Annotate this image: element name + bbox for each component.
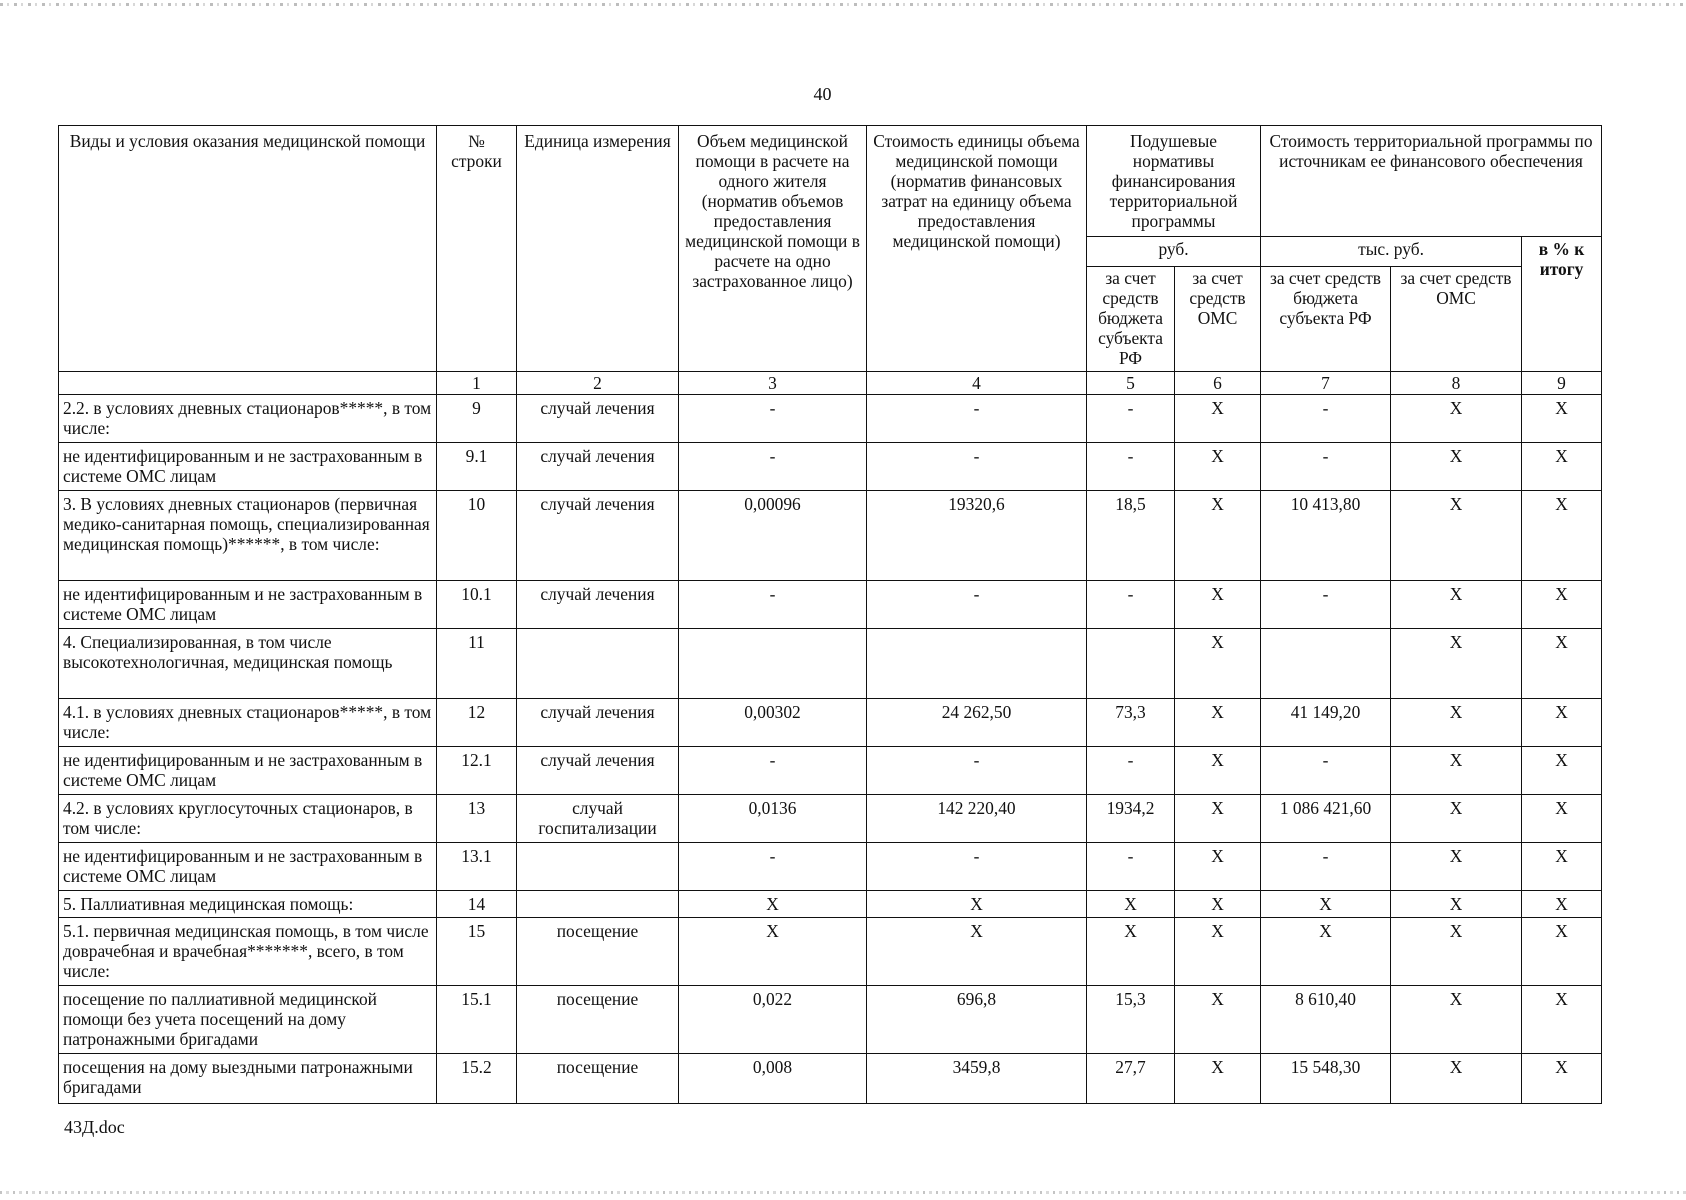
row-volume: - <box>679 843 867 891</box>
header-percapita-group: Подушевые нормативы финансирования территориальной программы <box>1087 126 1261 237</box>
footer-filename: 43Д.doc <box>64 1117 125 1137</box>
row-volume: - <box>679 395 867 443</box>
column-number: 6 <box>1175 372 1261 395</box>
row-number: 15.2 <box>437 1054 517 1104</box>
column-number: 7 <box>1261 372 1391 395</box>
row-oms-rub: X <box>1175 795 1261 843</box>
row-oms-thous: X <box>1391 443 1522 491</box>
row-percent: X <box>1522 699 1602 747</box>
table-row <box>59 891 1602 918</box>
row-unit-cost: - <box>867 395 1087 443</box>
row-name: 2.2. в условиях дневных стационаров*****, в том числе: <box>59 395 437 443</box>
table-row <box>59 1054 1602 1104</box>
row-budget-rub: - <box>1087 395 1175 443</box>
header-row-1 <box>59 126 1602 237</box>
row-volume: - <box>679 443 867 491</box>
scan-edge-bottom <box>0 1191 1686 1194</box>
table-row <box>59 843 1602 891</box>
row-unit-cost <box>867 629 1087 699</box>
row-number: 14 <box>437 891 517 918</box>
row-percent: X <box>1522 986 1602 1054</box>
row-unit: посещение <box>517 1054 679 1104</box>
row-oms-thous: X <box>1391 843 1522 891</box>
header-rub: руб. <box>1087 237 1261 267</box>
row-oms-thous: X <box>1391 918 1522 986</box>
row-volume: - <box>679 747 867 795</box>
row-budget-thous: - <box>1261 843 1391 891</box>
row-name: 5. Паллиативная медицинская помощь: <box>59 891 437 918</box>
row-oms-thous: X <box>1391 891 1522 918</box>
row-oms-thous: X <box>1391 747 1522 795</box>
row-oms-rub: X <box>1175 1054 1261 1104</box>
row-budget-rub: 73,3 <box>1087 699 1175 747</box>
row-number: 10 <box>437 491 517 581</box>
row-number: 9 <box>437 395 517 443</box>
row-budget-rub: 27,7 <box>1087 1054 1175 1104</box>
row-name: 4.2. в условиях круглосуточных стационаров, в том числе: <box>59 795 437 843</box>
row-unit-cost: 24 262,50 <box>867 699 1087 747</box>
row-name: не идентифицированным и не застрахованным в системе ОМС лицам <box>59 581 437 629</box>
row-oms-rub: X <box>1175 395 1261 443</box>
row-name: 3. В условиях дневных стационаров (первичная медико-санитарная помощь, специализированная медицинская помощь)******, в том числе: <box>59 491 437 581</box>
row-budget-thous: - <box>1261 581 1391 629</box>
row-name: 4. Специализированная, в том числе высокотехнологичная, медицинская помощь <box>59 629 437 699</box>
table-row <box>59 986 1602 1054</box>
row-volume: 0,0136 <box>679 795 867 843</box>
row-unit-cost: X <box>867 918 1087 986</box>
row-unit-cost: 696,8 <box>867 986 1087 1054</box>
table-row <box>59 581 1602 629</box>
row-name: 4.1. в условиях дневных стационаров*****, в том числе: <box>59 699 437 747</box>
row-budget-thous: 1 086 421,60 <box>1261 795 1391 843</box>
header-unit: Единица измерения <box>517 126 679 372</box>
row-unit: случай лечения <box>517 395 679 443</box>
row-unit: случай лечения <box>517 491 679 581</box>
column-number: 1 <box>437 372 517 395</box>
header-thous-rub: тыс. руб. <box>1261 237 1522 267</box>
row-budget-rub: - <box>1087 843 1175 891</box>
row-budget-rub: - <box>1087 443 1175 491</box>
row-name: 5.1. первичная медицинская помощь, в том числе доврачебная и врачебная*******, всего, в том числе: <box>59 918 437 986</box>
row-budget-thous: X <box>1261 918 1391 986</box>
row-oms-thous: X <box>1391 491 1522 581</box>
row-unit: случай лечения <box>517 443 679 491</box>
row-number: 15.1 <box>437 986 517 1054</box>
row-volume: 0,022 <box>679 986 867 1054</box>
row-name: не идентифицированным и не застрахованным в системе ОМС лицам <box>59 443 437 491</box>
row-unit-cost: - <box>867 443 1087 491</box>
row-unit <box>517 629 679 699</box>
row-unit: случай лечения <box>517 747 679 795</box>
row-oms-rub: X <box>1175 918 1261 986</box>
scan-edge-top <box>0 3 1686 6</box>
row-number: 15 <box>437 918 517 986</box>
row-oms-rub: X <box>1175 443 1261 491</box>
row-oms-rub: X <box>1175 581 1261 629</box>
row-unit-cost: 3459,8 <box>867 1054 1087 1104</box>
row-oms-rub: X <box>1175 491 1261 581</box>
row-budget-thous: 8 610,40 <box>1261 986 1391 1054</box>
row-budget-thous: - <box>1261 443 1391 491</box>
row-budget-thous: - <box>1261 395 1391 443</box>
row-number: 11 <box>437 629 517 699</box>
row-unit <box>517 843 679 891</box>
row-budget-thous: 41 149,20 <box>1261 699 1391 747</box>
row-unit-cost: - <box>867 581 1087 629</box>
row-oms-thous: X <box>1391 629 1522 699</box>
row-percent: X <box>1522 747 1602 795</box>
row-oms-thous: X <box>1391 699 1522 747</box>
row-unit-cost: - <box>867 843 1087 891</box>
row-budget-rub <box>1087 629 1175 699</box>
row-name: посещения на дому выездными патронажными бригадами <box>59 1054 437 1104</box>
row-budget-thous: 10 413,80 <box>1261 491 1391 581</box>
row-oms-rub: X <box>1175 843 1261 891</box>
row-percent: X <box>1522 795 1602 843</box>
row-unit: случай госпитализации <box>517 795 679 843</box>
row-oms-rub: X <box>1175 891 1261 918</box>
row-unit-cost: 19320,6 <box>867 491 1087 581</box>
row-oms-rub: X <box>1175 699 1261 747</box>
header-oms-rub: за счет средств ОМС <box>1175 267 1261 372</box>
row-oms-thous: X <box>1391 1054 1522 1104</box>
header-oms-thous: за счет средств ОМС <box>1391 267 1522 372</box>
row-budget-thous <box>1261 629 1391 699</box>
row-volume: - <box>679 581 867 629</box>
row-unit-cost: 142 220,40 <box>867 795 1087 843</box>
row-oms-rub: X <box>1175 986 1261 1054</box>
row-unit: посещение <box>517 986 679 1054</box>
row-percent: X <box>1522 891 1602 918</box>
column-number: 4 <box>867 372 1087 395</box>
column-number-row <box>59 372 1602 395</box>
row-oms-thous: X <box>1391 986 1522 1054</box>
row-budget-thous: - <box>1261 747 1391 795</box>
row-name: посещение по паллиативной медицинской помощи без учета посещений на дому патронажными бригадами <box>59 986 437 1054</box>
row-volume <box>679 629 867 699</box>
row-oms-rub: X <box>1175 629 1261 699</box>
row-budget-rub: 18,5 <box>1087 491 1175 581</box>
row-volume: 0,008 <box>679 1054 867 1104</box>
column-number: 5 <box>1087 372 1175 395</box>
financing-table <box>58 125 1602 1104</box>
row-budget-thous: X <box>1261 891 1391 918</box>
row-budget-rub: - <box>1087 581 1175 629</box>
header-row-number: № строки <box>437 126 517 372</box>
table-row <box>59 395 1602 443</box>
row-percent: X <box>1522 629 1602 699</box>
table-row <box>59 491 1602 581</box>
row-number: 10.1 <box>437 581 517 629</box>
row-percent: X <box>1522 491 1602 581</box>
column-number: 8 <box>1391 372 1522 395</box>
row-budget-thous: 15 548,30 <box>1261 1054 1391 1104</box>
row-budget-rub: X <box>1087 918 1175 986</box>
row-unit <box>517 891 679 918</box>
row-unit: посещение <box>517 918 679 986</box>
header-unit-cost: Стоимость единицы объема медицинской помощи (норматив финансовых затрат на единицу объема предоставления медицинской помощи) <box>867 126 1087 372</box>
page-number: 40 <box>813 84 832 104</box>
row-volume: 0,00096 <box>679 491 867 581</box>
row-oms-thous: X <box>1391 795 1522 843</box>
header-budget-thous: за счет средств бюджета субъекта РФ <box>1261 267 1391 372</box>
row-number: 12.1 <box>437 747 517 795</box>
column-number <box>59 372 437 395</box>
table-row <box>59 918 1602 986</box>
row-number: 13 <box>437 795 517 843</box>
header-type-of-care: Виды и условия оказания медицинской помощи <box>59 126 437 372</box>
column-number: 2 <box>517 372 679 395</box>
row-oms-thous: X <box>1391 395 1522 443</box>
row-name: не идентифицированным и не застрахованным в системе ОМС лицам <box>59 843 437 891</box>
table-row <box>59 747 1602 795</box>
row-budget-rub: 1934,2 <box>1087 795 1175 843</box>
row-unit-cost: - <box>867 747 1087 795</box>
row-percent: X <box>1522 395 1602 443</box>
row-percent: X <box>1522 843 1602 891</box>
row-number: 13.1 <box>437 843 517 891</box>
header-volume: Объем медицинской помощи в расчете на одного жителя (норматив объемов предоставления медицинской помощи в расчете на одно застрахованное лицо) <box>679 126 867 372</box>
row-number: 12 <box>437 699 517 747</box>
row-budget-rub: 15,3 <box>1087 986 1175 1054</box>
table-row <box>59 699 1602 747</box>
header-budget-rub: за счет средств бюджета субъекта РФ <box>1087 267 1175 372</box>
row-oms-thous: X <box>1391 581 1522 629</box>
column-number: 9 <box>1522 372 1602 395</box>
row-percent: X <box>1522 1054 1602 1104</box>
table-body <box>59 395 1602 1104</box>
row-volume: X <box>679 891 867 918</box>
row-percent: X <box>1522 443 1602 491</box>
header-program-cost-group: Стоимость территориальной программы по источникам ее финансового обеспечения <box>1261 126 1602 237</box>
table-row <box>59 443 1602 491</box>
row-volume: 0,00302 <box>679 699 867 747</box>
column-number: 3 <box>679 372 867 395</box>
row-budget-rub: X <box>1087 891 1175 918</box>
row-name: не идентифицированным и не застрахованным в системе ОМС лицам <box>59 747 437 795</box>
table-row <box>59 629 1602 699</box>
header-percent: в % к итогу <box>1522 237 1602 372</box>
row-percent: X <box>1522 918 1602 986</box>
row-unit: случай лечения <box>517 699 679 747</box>
table-row <box>59 795 1602 843</box>
row-number: 9.1 <box>437 443 517 491</box>
row-unit: случай лечения <box>517 581 679 629</box>
row-unit-cost: X <box>867 891 1087 918</box>
row-budget-rub: - <box>1087 747 1175 795</box>
row-oms-rub: X <box>1175 747 1261 795</box>
row-volume: X <box>679 918 867 986</box>
row-percent: X <box>1522 581 1602 629</box>
